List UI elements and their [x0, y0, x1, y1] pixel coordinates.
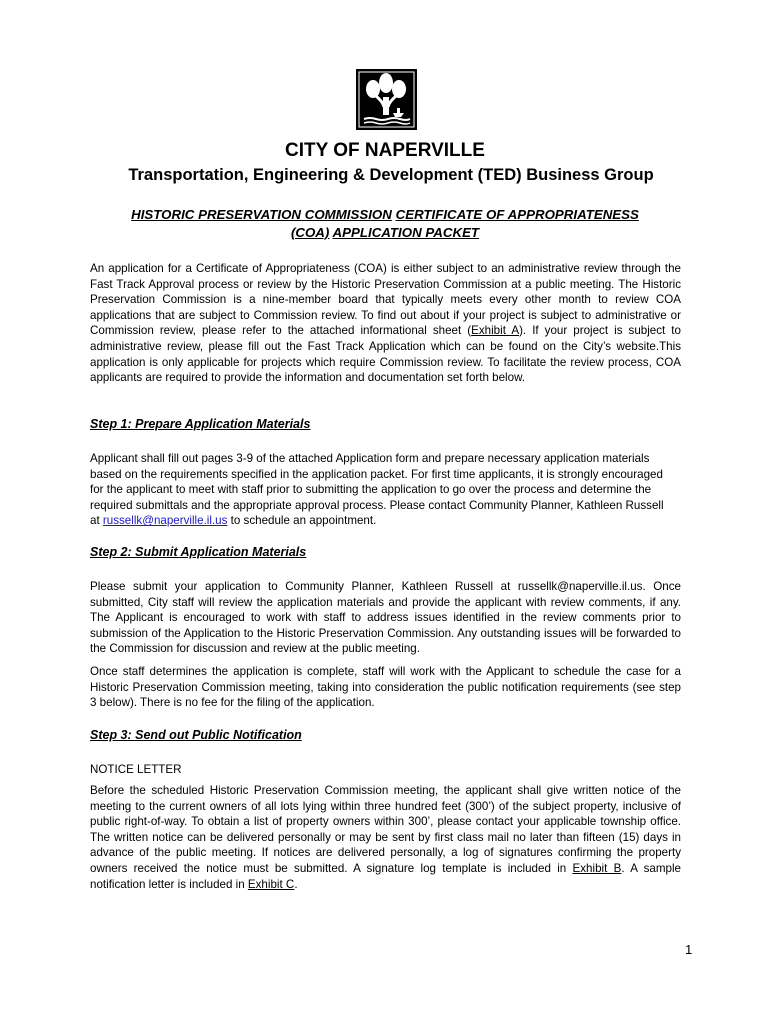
step-3-text-2: . A sample notification letter is included in: [90, 861, 681, 891]
step-2-heading: Step 2: Submit Application Materials: [90, 545, 307, 559]
intro-text-2: ). If your project is subject to administrative review, please fill out the Fast Track Application which can be found on the City’s website.This application is only applicable for projects which require Commission review. To facilitate the review process, COA applicants are required to provide the information and documentation set forth below.: [90, 324, 681, 385]
step-1-text-1: Applicant shall fill out pages 3-9 of the attached Application form and prepare necessary application materials based on the requirements specified in the application packet. For first time applicants, it is strongly encouraged for the applicant to meet with staff prior to submitting the application to go over the process and determine the required submittals and the appropriate approval process. Please contact Community Planner, Kathleen Russell at: [90, 452, 664, 528]
step-1-heading: Step 1: Prepare Application Materials: [90, 417, 311, 431]
exhibit-a-link[interactable]: Exhibit A: [471, 324, 520, 338]
heading-part-1: HISTORIC PRESERVATION COMMISSION: [131, 207, 392, 222]
exhibit-c-link[interactable]: Exhibit C: [247, 877, 295, 891]
naperville-logo: [356, 69, 417, 130]
email-link[interactable]: russellk@naperville.il.us: [102, 514, 228, 528]
step-2-paragraph-1: Please submit your application to Community Planner, Kathleen Russell at russellk@naperville.il.us. Once submitted, City staff will review the application materials and provide the applicant with review comments, if any. The Applicant is encouraged to work with staff to address issues identified in the review comments prior to submission of the Application to the Historic Preservation Commission. Any outstanding issues will be forwarded to the Commission for discussion and review at the public meeting.: [90, 580, 681, 656]
intro-paragraph: [90, 261, 681, 386]
page-number: 1: [685, 942, 693, 957]
step-1-paragraph: [90, 451, 675, 529]
heading-part-3: (COA): [290, 225, 330, 240]
step-1-text-2: to schedule an appointment.: [227, 514, 377, 528]
notice-letter-subhead: NOTICE LETTER: [90, 763, 182, 776]
step-2-paragraph-2: Once staff determines the application is complete, staff will work with the Applicant to schedule the case for a Historic Preservation Commission meeting, taking into consideration the public notification requirements (see step 3 below). There is no fee for the filing of the application.: [90, 665, 681, 710]
step-3-paragraph: [90, 783, 681, 892]
step-3-heading: Step 3: Send out Public Notification: [90, 728, 302, 742]
exhibit-b-link[interactable]: Exhibit B: [572, 861, 622, 875]
business-group-title: Transportation, Engineering & Development (TED) Business Group: [128, 166, 654, 184]
city-title: CITY OF NAPERVILLE: [285, 140, 485, 161]
document-heading: [90, 206, 680, 242]
heading-part-2: CERTIFICATE OF APPROPRIATENESS: [395, 207, 639, 222]
step-3-text-3: .: [294, 877, 298, 891]
step-3-text-1: Before the scheduled Historic Preservation Commission meeting, the applicant shall give written notice of the meeting to the current owners of all lots lying within three hundred feet (300’) of the subject property, inclusive of public right-of-way. To obtain a list of property owners within 300’, please contact your applicable township office. The written notice can be delivered personally or may be sent by first class mail no later than fifteen (15) days in advance of the public meeting. If notices are delivered personally, a log of signatures confirming the property owners received the notice must be submitted. A signature log template is included in: [90, 784, 681, 875]
heading-part-4: APPLICATION PACKET: [332, 225, 480, 240]
intro-text-1: An application for a Certificate of Appropriateness (COA) is either subject to an administrative review through the Fast Track Approval process or review by the Historic Preservation Commission at a public meeting. The Historic Preservation Commission is a nine-member board that typically meets every other month to review COA applications that are subject to Commission review. To find out about if your project is subject to administrative or Commission review, please refer to the attached informational sheet (: [90, 262, 681, 338]
